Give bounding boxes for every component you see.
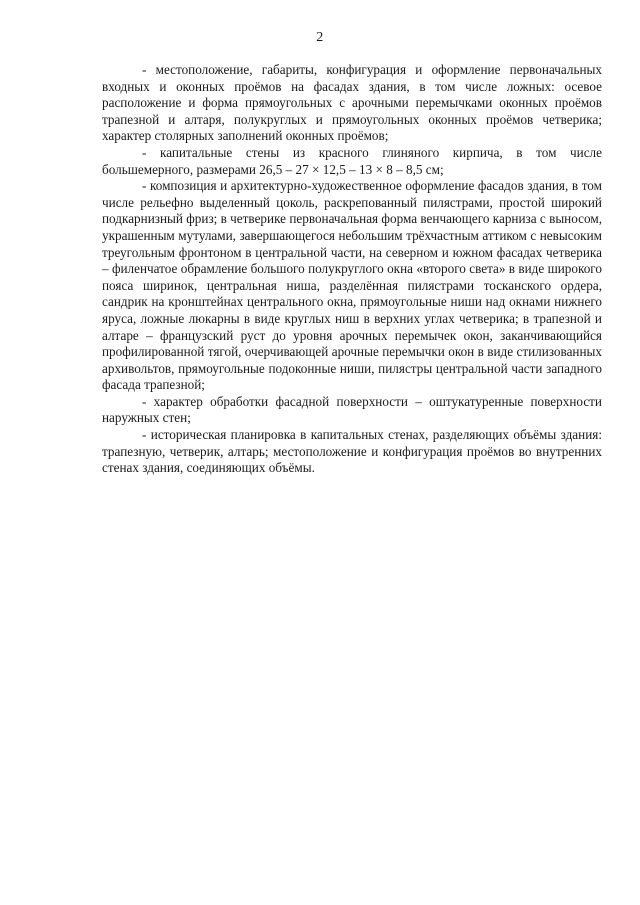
paragraph-facade-surface: - характер обработки фасадной поверхности – оштукатуренные поверхности наружных стен; (102, 393, 602, 426)
page-number: 2 (316, 30, 324, 45)
paragraph-historical-layout: - историческая планировка в капитальных стенах, разделяющих объёмы здания: трапезную, четверик, алтарь; местоположение и конфигурация проёмов во внутренних стенах здания, соединяющих объёмы. (102, 427, 602, 476)
paragraph-window-openings: - местоположение, габариты, конфигурация и оформление первоначальных входных и оконных проёмов на фасадах здания, в том числе ложных: осевое расположение и форма прямоугольных с арочными перемычками оконных проёмов трапезной и алтаря, полукруглых и прямоугольных оконных проёмов четверика; характер столярных заполнений оконных проёмов; (102, 62, 602, 144)
paragraph-capital-walls: - капитальные стены из красного глиняного кирпича, в том числе большемерного, размерами 26,5 – 27 × 12,5 – 13 × 8 – 8,5 см; (102, 144, 602, 177)
document-body (102, 62, 602, 477)
paragraph-facade-composition: - композиция и архитектурно-художественное оформление фасадов здания, в том числе рельефно выделенный цоколь, раскрепованный пилястрами, простой широкий подкарнизный фриз; в четверике первоначальная форма венчающего карниза с выносом, украшенным мутулами, завершающегося небольшим трёхчастным аттиком с невысоким треугольным фронтоном в центральной части, на северном и южном фасадах четверика – филенчатое обрамление большого полукруглого окна «второго света» в виде широкого пояса ширинок, центральная ниша, разделённая пилястрами тосканского ордера, сандрик на кронштейнах центрального окна, прямоугольные ниши над окнами нижнего яруса, ложные люкарны в виде круглых ниш в верхних углах четверика; в трапезной и алтаре – французский руст до уровня арочных перемычек окон, заканчивающийся профилированной тягой, очерчивающей арочные перемычки окон в виде стилизованных архивольтов, прямоугольные подоконные ниши, пилястры центральной части западного фасада трапезной; (102, 178, 602, 393)
